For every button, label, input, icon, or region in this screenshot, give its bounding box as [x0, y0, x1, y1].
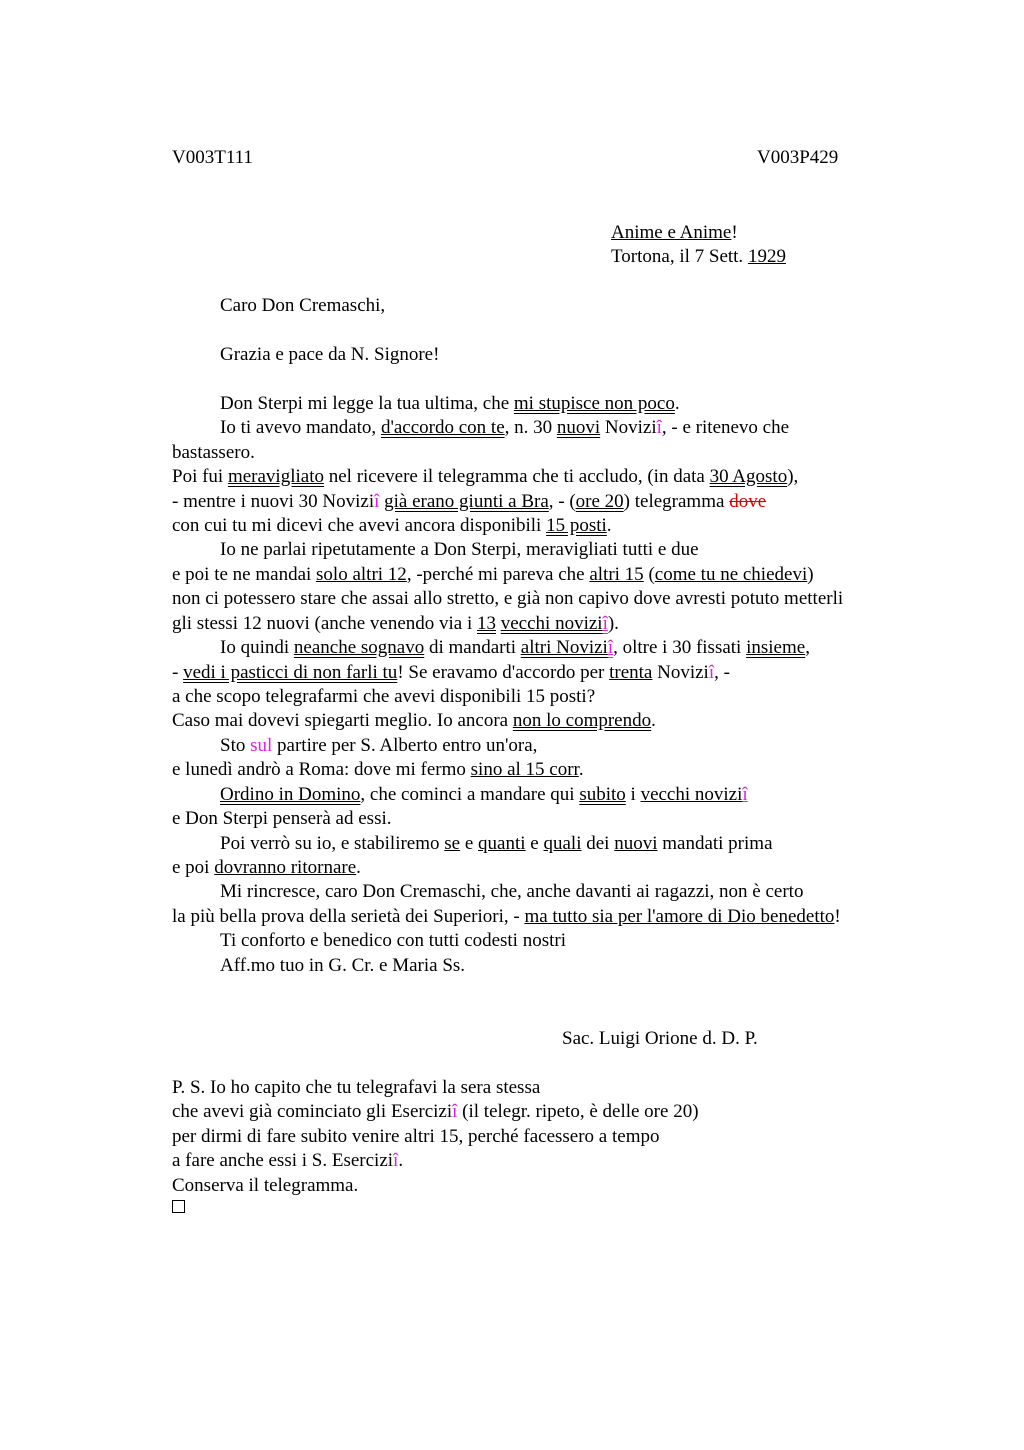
underlined-run: meravigliato: [227, 466, 324, 487]
text-run: Mi rincresce, caro Don Cremaschi, che, anche davanti ai ragazzi, non è certo: [220, 881, 804, 902]
underlined-run: non lo comprendo: [512, 710, 652, 731]
underlined-run: d'accordo con te: [380, 417, 505, 438]
body-line: [172, 808, 392, 830]
text-run: , -: [714, 662, 730, 683]
body-line: [220, 881, 803, 903]
text-run: ! Se eravamo d'accordo per: [397, 662, 610, 683]
text-run: .: [578, 759, 584, 780]
text-run: dei: [581, 833, 615, 854]
underlined-run: altri 15: [589, 564, 644, 585]
text-run: Novizi: [652, 662, 709, 683]
motto-end: !: [731, 222, 738, 243]
text-run: Don Sterpi mi legge la tua ultima, che: [220, 393, 514, 414]
text-run: ).: [607, 613, 619, 634]
text-run: a che scopo telegrafarmi che avevi disponibili 15 posti?: [172, 686, 596, 707]
text-run: , n. 30: [504, 417, 557, 438]
text-run: .: [398, 1150, 404, 1171]
closing-line: [220, 955, 465, 977]
page-code-right: V003P429: [757, 147, 839, 168]
body-line: [172, 906, 841, 928]
text-run: ): [807, 564, 814, 585]
document-code-left: V003T111: [172, 147, 253, 168]
motto-line: [611, 222, 738, 244]
variant-mark: î: [607, 637, 614, 658]
variant-word: sul: [250, 735, 273, 756]
body-line: [172, 710, 656, 732]
variant-mark: î: [602, 613, 608, 634]
body-line: [172, 857, 361, 879]
underlined-run: trenta: [609, 662, 653, 683]
underlined-run: neanche sognavo: [293, 637, 425, 658]
variant-mark: î: [452, 1101, 458, 1122]
text-run: Novizi: [600, 417, 657, 438]
underlined-run: subito: [579, 784, 626, 805]
text-run: mandati prima: [657, 833, 773, 854]
text-run: P. S. Io ho capito che tu telegrafavi la sera stessa: [172, 1077, 541, 1098]
underlined-run: insieme: [746, 637, 806, 658]
variant-mark: î: [374, 491, 380, 512]
underlined-run: quanti: [478, 833, 526, 854]
text-run: Poi verrò su io, e stabiliremo: [220, 833, 445, 854]
text-run: e Don Sterpi penserà ad essi.: [172, 808, 392, 829]
underlined-run: mi stupisce non poco: [513, 393, 675, 414]
underlined-run: altri Novizi: [520, 637, 608, 658]
text-run: !: [834, 906, 841, 927]
greeting: Caro Don Cremaschi,: [220, 295, 386, 316]
variant-mark: î: [393, 1150, 399, 1171]
text-run: ,: [805, 637, 810, 658]
underlined-run: ma tutto sia per l'amore di Dio benedetto: [524, 906, 835, 927]
text-run: non ci potessero stare che assai allo stretto, e già non capivo dove avresti potuto metterli: [172, 588, 844, 609]
text-run: - mentre i nuovi 30 Novizi: [172, 491, 375, 512]
text-run: .: [356, 857, 361, 878]
underlined-run: quali: [543, 833, 582, 854]
body-line: [220, 930, 566, 952]
body-line: [172, 515, 612, 537]
text-run: e lunedì andrò a Roma: dove mi fermo: [172, 759, 471, 780]
text-run: bastassero.: [172, 442, 255, 463]
text-run: Poi fui: [172, 466, 228, 487]
text-run: ) telegramma: [623, 491, 730, 512]
underlined-run: nuovi: [614, 833, 658, 854]
postscript-line: [172, 1101, 699, 1123]
body-line: [220, 784, 748, 806]
body-line: [172, 588, 843, 610]
text-run: .: [674, 393, 680, 414]
text-run: la più bella prova della serietà dei Superiori, -: [172, 906, 525, 927]
text-run: e: [460, 833, 479, 854]
text-run: Ti conforto e benedico con tutti codesti nostri: [220, 930, 566, 951]
place-date: Tortona, il 7 Sett.: [611, 246, 748, 267]
postscript-line: [172, 1126, 659, 1148]
postscript-line: [172, 1077, 540, 1099]
text-run: , -perché mi pareva che: [406, 564, 590, 585]
postscript-line: [172, 1150, 403, 1172]
body-line: [220, 735, 537, 757]
body-line: [172, 466, 798, 488]
body-line: [172, 686, 595, 708]
text-run: -: [172, 662, 184, 683]
motto-text: Anime e Anime: [611, 222, 732, 243]
variant-mark: î: [742, 784, 748, 805]
text-run: e: [525, 833, 544, 854]
text-run: Io ne parlai ripetutamente a Don Sterpi, meravigliati tutti e due: [220, 539, 699, 560]
underlined-run: già erano giunti a Bra: [384, 491, 549, 512]
text-run: partire per S. Alberto entro un'ora,: [272, 735, 538, 756]
text-run: Io quindi: [220, 637, 294, 658]
text-run: , - (: [548, 491, 576, 512]
body-line: [172, 613, 619, 635]
text-run: a fare anche essi i S. Esercizi: [172, 1150, 394, 1171]
text-run: Aff.mo tuo in G. Cr. e Maria Ss.: [220, 955, 466, 976]
body-line: [172, 491, 766, 513]
variant-mark: î: [708, 662, 715, 683]
body-line: [172, 442, 255, 464]
date-year: 1929: [747, 246, 786, 267]
text-run: e poi te ne mandai: [172, 564, 317, 585]
underlined-run: se: [444, 833, 461, 854]
text-run: per dirmi di fare subito venire altri 15, perché facessero a tempo: [172, 1126, 660, 1147]
text-run: .: [606, 515, 612, 536]
underlined-run: vecchi novizi: [640, 784, 743, 805]
underlined-run: sino al 15 corr: [470, 759, 579, 780]
text-run: Conserva il telegramma.: [172, 1175, 359, 1196]
underlined-run: 30 Agosto: [709, 466, 788, 487]
text-run: .: [651, 710, 656, 731]
body-line: [220, 637, 810, 659]
underlined-run: dovranno ritornare: [214, 857, 357, 878]
place-date-line: [611, 246, 786, 268]
body-line: [220, 833, 773, 855]
text-run: Caso mai dovevi spiegarti meglio. Io ancora: [172, 710, 513, 731]
text-run: i: [625, 784, 641, 805]
body-line: [172, 759, 584, 781]
body-line: [220, 417, 789, 439]
underlined-run: Ordino in Domino: [220, 784, 361, 805]
underlined-run: 15 posti: [546, 515, 607, 536]
text-run: (: [643, 564, 655, 585]
underlined-run: vedi i pasticci di non farli tu: [183, 662, 398, 683]
blessing: Grazia e pace da N. Signore!: [220, 344, 440, 365]
body-line: [220, 393, 680, 415]
text-run: e poi: [172, 857, 215, 878]
end-square-icon: [172, 1200, 185, 1213]
underlined-run: solo altri 12: [316, 564, 407, 585]
text-run: , oltre i 30 fissati: [613, 637, 747, 658]
text-run: di mandarti: [424, 637, 521, 658]
text-run: , - e ritenevo che: [661, 417, 790, 438]
underlined-run: nuovi: [556, 417, 601, 438]
text-run: , che cominci a mandare qui: [360, 784, 580, 805]
underlined-run: ore 20: [575, 491, 624, 512]
text-run: che avevi già cominciato gli Esercizi: [172, 1101, 453, 1122]
body-line: [172, 564, 814, 586]
text-run: (il telegr. ripeto, è delle ore 20): [457, 1101, 699, 1122]
signature: Sac. Luigi Orione d. D. P.: [562, 1028, 758, 1049]
text-run: nel ricevere il telegramma che ti accludo, (in data: [323, 466, 710, 487]
underlined-run: come tu ne chiedevi: [654, 564, 808, 585]
text-run: Io ti avevo mandato,: [220, 417, 381, 438]
underlined-run: 13: [477, 613, 496, 634]
underlined-run: vecchi novizi: [500, 613, 603, 634]
deleted-word: dove: [729, 491, 767, 512]
text-run: gli stessi 12 nuovi (anche venendo via i: [172, 613, 477, 634]
text-run: Sto: [220, 735, 251, 756]
body-line: [220, 539, 699, 561]
text-run: ),: [787, 466, 799, 487]
postscript-line: [172, 1175, 358, 1197]
text-run: con cui tu mi dicevi che avevi ancora disponibili: [172, 515, 547, 536]
body-line: [172, 662, 730, 684]
variant-mark: î: [656, 417, 662, 438]
